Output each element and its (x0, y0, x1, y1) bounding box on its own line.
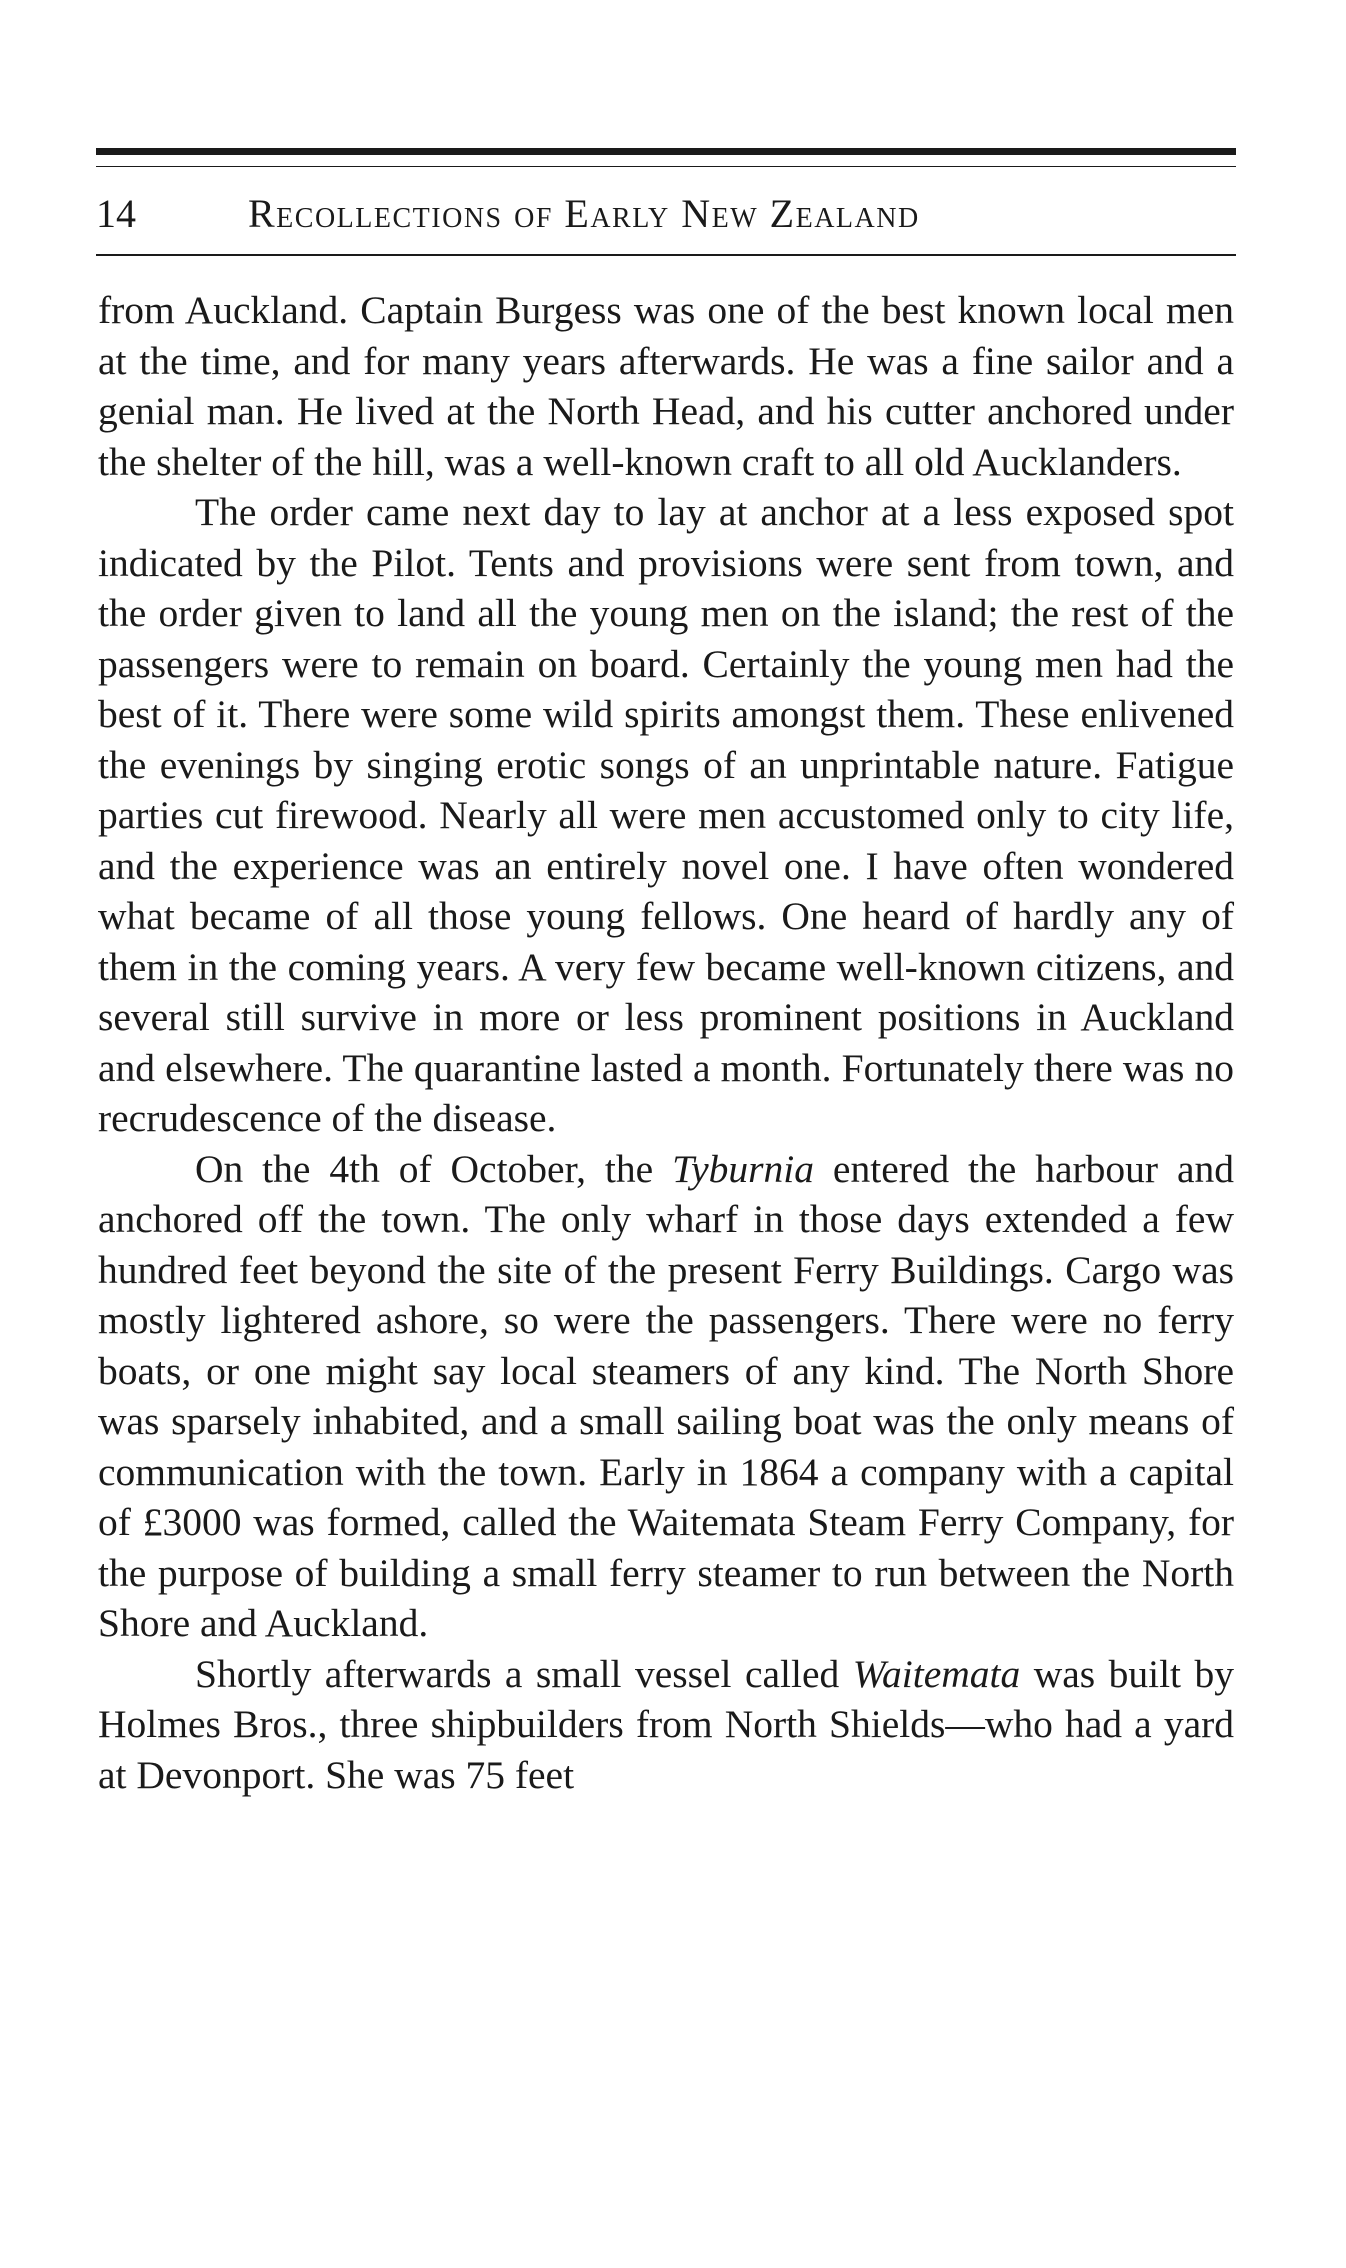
ship-name-tyburnia: Tyburnia (672, 1146, 815, 1191)
running-title: Recollections of Early New Zealand (248, 191, 920, 236)
paragraph-4-text-after: was built by Holmes Bros., three shipbuilders from North Shields—who had a yard at Devonport. She was 75 feet (98, 1651, 1234, 1797)
page-number: 14 (96, 191, 136, 236)
paragraph-2: The order came next day to lay at anchor at a less exposed spot indicated by the Pilot. Tents and provisions were sent from town, and the order given to land all the young men on the island; the rest of the passengers were to remain on board. Certainly the young men had the best of it. There were some wild spirits amongst them. These enlivened the evenings by singing erotic songs of an unprintable nature. Fatigue parties cut firewood. Nearly all were men accustomed only to city life, and the experience was an entirely novel one. I have often wondered what became of all those young fellows. One heard of hardly any of them in the coming years. A very few became well-known citizens, and several still survive in more or less prominent positions in Auckland and elsewhere. The quarantine lasted a month. Fortunately there was no recrudescence of the disease. (98, 490, 1234, 1140)
paragraph-4 (98, 1649, 1234, 1801)
body-text (98, 285, 1234, 1800)
paragraph-4-text-before: Shortly afterwards a small vessel called (195, 1651, 853, 1696)
paragraph-3-text-after: entered the harbour and anchored off the town. The only wharf in those days extended a few hundred feet beyond the site of the present Ferry Buildings. Cargo was mostly lightered ashore, so were the passengers. There were no ferry boats, or one might say local steamers of any kind. The North Shore was sparsely inhabited, and a small sailing boat was the only means of communication with the town. Early in 1864 a company with a capital of £3000 was formed, called the Waitemata Steam Ferry Company, for the purpose of building a small ferry steamer to run between the North Shore and Auckland. (98, 1146, 1234, 1645)
header-rule-thick (96, 148, 1236, 155)
header-rule-thin (96, 166, 1236, 167)
paragraph-3-text-before: On the 4th of October, the (195, 1146, 673, 1191)
paragraph-1: from Auckland. Captain Burgess was one of the best known local men at the time, and for many years afterwards. He was a fine sailor and a genial man. He lived at the North Head, and his cutter anchored under the shelter of the hill, was a well-known craft to all old Aucklanders. (98, 288, 1234, 484)
paragraph-3 (98, 1144, 1234, 1649)
running-header (96, 186, 1236, 242)
ship-name-waitemata: Waitemata (852, 1651, 1021, 1696)
header-rule-bottom (96, 254, 1236, 256)
